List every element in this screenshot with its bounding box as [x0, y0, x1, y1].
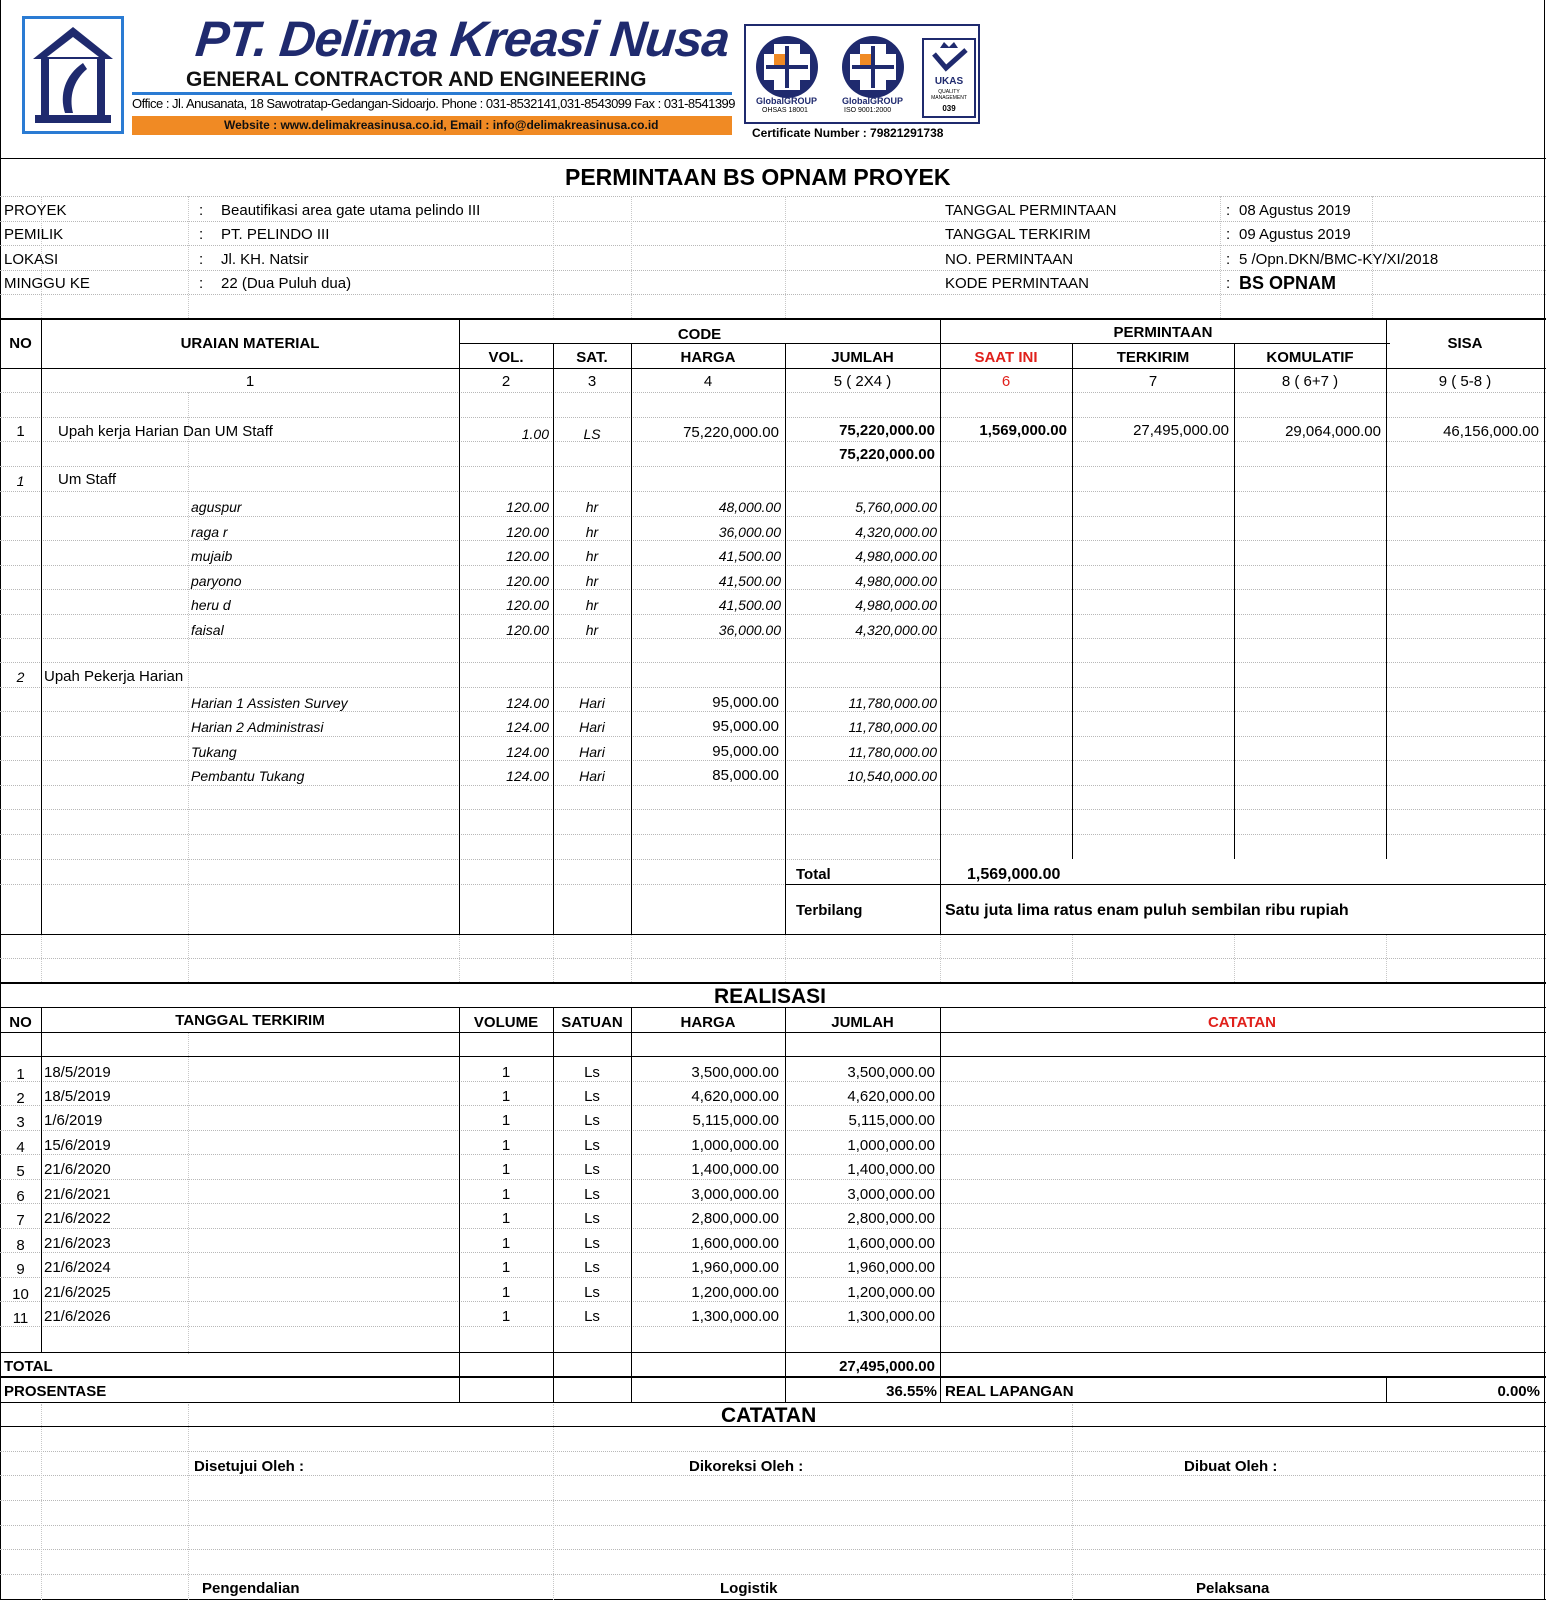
rh-catatan: CATATAN [1207, 1014, 1277, 1031]
info-label: LOKASI [4, 251, 59, 268]
ukas-number: 039 [942, 104, 956, 113]
item-vol: 120.00 [506, 597, 549, 613]
item-harga: 95,000.00 [712, 743, 779, 760]
r-tanggal: 21/6/2022 [44, 1210, 111, 1227]
item-vol: 124.00 [506, 768, 549, 784]
r-satuan: Ls [584, 1137, 600, 1154]
r-jumlah: 1,300,000.00 [847, 1308, 935, 1325]
signature-title: Disetujui Oleh : [194, 1458, 305, 1475]
r-volume: 1 [501, 1064, 511, 1081]
rh-satuan: SATUAN [561, 1014, 623, 1031]
r-tanggal: 1/6/2019 [44, 1112, 103, 1129]
header-code: CODE [677, 326, 722, 343]
main-name: Upah kerja Harian Dan UM Staff [58, 423, 273, 440]
item-sat: hr [585, 597, 599, 613]
ohsas-badge-icon [756, 36, 818, 98]
company-web: Website : www.delimakreasinusa.co.id, Email : info@delimakreasinusa.co.id [224, 118, 659, 132]
info-colon: : [1226, 251, 1231, 268]
col-index: 6 [1001, 373, 1011, 390]
group-name: Upah Pekerja Harian [44, 668, 184, 685]
realisasi-title: REALISASI [714, 985, 827, 1008]
item-jumlah: 11,780,000.00 [848, 744, 937, 760]
r-volume: 1 [501, 1284, 511, 1301]
r-volume: 1 [501, 1210, 511, 1227]
company-logo [22, 16, 124, 134]
r-tanggal: 21/6/2023 [44, 1235, 111, 1252]
item-jumlah: 11,780,000.00 [848, 695, 937, 711]
main-jumlah: 75,220,000.00 [839, 422, 935, 439]
info-colon: : [1226, 275, 1231, 292]
r-tanggal: 18/5/2019 [44, 1064, 111, 1081]
group-no: 2 [16, 669, 25, 685]
r-satuan: Ls [584, 1235, 600, 1252]
item-vol: 120.00 [506, 622, 549, 638]
r-jumlah: 3,000,000.00 [847, 1186, 935, 1203]
item-name: aguspur [191, 499, 242, 515]
item-sat: hr [585, 524, 599, 540]
r-jumlah: 2,800,000.00 [847, 1210, 935, 1227]
item-sat: Hari [579, 719, 605, 735]
item-jumlah: 5,760,000.00 [855, 499, 937, 515]
main-sisa: 46,156,000.00 [1443, 423, 1539, 440]
r-harga: 4,620,000.00 [691, 1088, 779, 1105]
main-harga: 75,220,000.00 [683, 424, 779, 441]
company-name: PT. Delima Kreasi Nusa [193, 11, 732, 67]
r-satuan: Ls [584, 1284, 600, 1301]
info-label: PEMILIK [4, 226, 64, 243]
item-sat: hr [585, 499, 599, 515]
rh-volume: VOLUME [473, 1014, 539, 1031]
signature-role: Pelaksana [1196, 1580, 1270, 1597]
item-harga: 95,000.00 [712, 718, 779, 735]
header-saat-ini: SAAT INI [974, 349, 1038, 366]
info-value: PT. PELINDO III [221, 226, 330, 243]
r-volume: 1 [501, 1235, 511, 1252]
rh-tanggal: TANGGAL TERKIRIM [175, 1012, 325, 1029]
r-no: 6 [16, 1188, 25, 1205]
item-name: faisal [191, 622, 224, 638]
terbilang-label: Terbilang [796, 902, 863, 919]
r-satuan: Ls [584, 1112, 600, 1129]
item-jumlah: 4,320,000.00 [855, 622, 937, 638]
r-tanggal: 21/6/2024 [44, 1259, 111, 1276]
item-sat: Hari [579, 695, 605, 711]
r-harga: 1,300,000.00 [691, 1308, 779, 1325]
item-jumlah: 4,980,000.00 [855, 548, 937, 564]
ukas-label: UKAS [934, 76, 964, 87]
item-jumlah: 4,980,000.00 [855, 597, 937, 613]
col-index: 9 ( 5-8 ) [1438, 373, 1492, 390]
r-jumlah: 4,620,000.00 [847, 1088, 935, 1105]
header-komulatif: KOMULATIF [1266, 349, 1354, 366]
header-terkirim: TERKIRIM [1116, 349, 1190, 366]
house-logo-icon [25, 19, 121, 131]
signature-role: Logistik [720, 1580, 778, 1597]
item-name: Pembantu Tukang [191, 768, 305, 784]
r-no: 8 [16, 1237, 25, 1254]
item-harga: 41,500.00 [718, 597, 781, 613]
real-lapangan-value: 0.00% [1497, 1383, 1540, 1400]
info-value: BS OPNAM [1239, 273, 1337, 293]
r-harga: 5,115,000.00 [692, 1112, 779, 1129]
prosentase-value: 36.55% [886, 1383, 937, 1400]
prosentase-label: PROSENTASE [4, 1383, 107, 1400]
tagline-underline [132, 92, 732, 95]
item-sat: hr [585, 622, 599, 638]
r-harga: 2,800,000.00 [691, 1210, 779, 1227]
r-tanggal: 21/6/2020 [44, 1161, 111, 1178]
main-vol: 1.00 [521, 426, 549, 442]
item-harga: 41,500.00 [718, 548, 781, 564]
main-sat: LS [583, 426, 601, 442]
page-title: PERMINTAAN BS OPNAM PROYEK [565, 164, 951, 190]
r-harga: 1,200,000.00 [691, 1284, 779, 1301]
header-sat: SAT. [576, 349, 608, 366]
item-jumlah: 11,780,000.00 [848, 719, 937, 735]
r-harga: 1,960,000.00 [691, 1259, 779, 1276]
badge1-label: GlobalGROUP [756, 96, 818, 106]
r-no: 4 [16, 1139, 25, 1156]
r-no: 1 [16, 1066, 25, 1083]
signature-title: Dibuat Oleh : [1184, 1458, 1278, 1475]
r-no: 7 [16, 1212, 25, 1229]
r-no: 5 [16, 1163, 25, 1180]
item-harga: 95,000.00 [712, 694, 779, 711]
group-no: 1 [16, 473, 25, 489]
r-no: 11 [12, 1310, 29, 1327]
item-name: heru d [191, 597, 231, 613]
r-volume: 1 [501, 1161, 511, 1178]
item-jumlah: 10,540,000.00 [847, 768, 937, 784]
company-office: Office : Jl. Anusanata, 18 Sawotratap-Gedangan-Sidoarjo. Phone : 031-8532141,031-8543099 Fax : 031-8541399 [132, 96, 736, 111]
item-harga: 85,000.00 [712, 767, 779, 784]
item-name: mujaib [191, 548, 233, 564]
col-index: 8 ( 6+7 ) [1281, 373, 1339, 390]
header-jumlah: JUMLAH [831, 349, 894, 366]
badge2-label: GlobalGROUP [842, 96, 904, 106]
total-value: 1,569,000.00 [967, 866, 1061, 883]
main-no: 1 [16, 423, 25, 440]
item-vol: 120.00 [506, 499, 549, 515]
main-subtotal: 75,220,000.00 [839, 446, 935, 463]
col-index: 7 [1148, 373, 1158, 390]
item-vol: 124.00 [506, 719, 549, 735]
r-tanggal: 21/6/2021 [44, 1186, 111, 1203]
r-satuan: Ls [584, 1064, 600, 1081]
info-value: 5 /Opn.DKN/BMC-KY/XI/2018 [1239, 251, 1439, 268]
info-value: 22 (Dua Puluh dua) [221, 275, 352, 292]
item-vol: 120.00 [506, 548, 549, 564]
r-jumlah: 1,200,000.00 [847, 1284, 935, 1301]
item-name: raga r [191, 524, 228, 540]
rh-no: NO [9, 1014, 32, 1031]
info-value: Beautifikasi area gate utama pelindo III [221, 202, 481, 219]
group-name: Um Staff [58, 471, 117, 488]
item-harga: 36,000.00 [718, 622, 781, 638]
info-value: Jl. KH. Natsir [221, 251, 309, 268]
item-name: paryono [191, 573, 242, 589]
info-label: KODE PERMINTAAN [945, 275, 1089, 292]
info-colon: : [1226, 226, 1231, 243]
item-name: Harian 1 Assisten Survey [191, 695, 348, 711]
r-no: 3 [16, 1114, 25, 1131]
r-harga: 3,500,000.00 [691, 1064, 779, 1081]
r-tanggal: 18/5/2019 [44, 1088, 111, 1105]
header-vol: VOL. [488, 349, 524, 366]
col-index: 4 [703, 373, 713, 390]
item-harga: 36,000.00 [718, 524, 781, 540]
info-colon: : [199, 226, 204, 243]
r-satuan: Ls [584, 1088, 600, 1105]
info-colon: : [199, 202, 204, 219]
item-harga: 48,000.00 [718, 499, 781, 515]
r-no: 2 [16, 1090, 25, 1107]
r-satuan: Ls [584, 1210, 600, 1227]
item-harga: 41,500.00 [718, 573, 781, 589]
real-lapangan-label: REAL LAPANGAN [945, 1383, 1074, 1400]
r-satuan: Ls [584, 1186, 600, 1203]
signature-role: Pengendalian [202, 1580, 300, 1597]
info-colon: : [199, 275, 204, 292]
info-colon: : [199, 251, 204, 268]
item-jumlah: 4,980,000.00 [855, 573, 937, 589]
terbilang-value: Satu juta lima ratus enam puluh sembilan ribu rupiah [945, 902, 1349, 919]
r-jumlah: 1,000,000.00 [847, 1137, 935, 1154]
info-label: TANGGAL PERMINTAAN [945, 202, 1117, 219]
item-sat: hr [585, 573, 599, 589]
r-jumlah: 5,115,000.00 [848, 1112, 935, 1129]
item-sat: hr [585, 548, 599, 564]
badge2-standard: ISO 9001:2000 [844, 107, 892, 114]
r-tanggal: 21/6/2025 [44, 1284, 111, 1301]
r-volume: 1 [501, 1308, 511, 1325]
ukas-crown-check-icon [924, 40, 974, 74]
total-label: TOTAL [4, 1358, 53, 1375]
total-label: Total [796, 866, 831, 883]
item-vol: 124.00 [506, 695, 549, 711]
header-harga: HARGA [680, 349, 736, 366]
header-uraian: URAIAN MATERIAL [180, 335, 320, 352]
r-jumlah: 1,400,000.00 [847, 1161, 935, 1178]
info-label: PROYEK [4, 202, 67, 219]
iso-badge-icon [842, 36, 904, 98]
signature-title: Dikoreksi Oleh : [689, 1458, 804, 1475]
r-tanggal: 15/6/2019 [44, 1137, 111, 1154]
r-satuan: Ls [584, 1308, 600, 1325]
ukas-sub: QUALITY MANAGEMENT [931, 89, 967, 101]
badge1-standard: OHSAS 18001 [762, 107, 808, 114]
r-harga: 3,000,000.00 [691, 1186, 779, 1203]
item-name: Tukang [191, 744, 237, 760]
r-volume: 1 [501, 1137, 511, 1154]
r-tanggal: 21/6/2026 [44, 1308, 111, 1325]
r-no: 9 [16, 1261, 25, 1278]
r-harga: 1,000,000.00 [691, 1137, 779, 1154]
col-index: 5 ( 2X4 ) [833, 373, 892, 390]
main-saat-ini: 1,569,000.00 [979, 422, 1067, 439]
item-sat: Hari [579, 768, 605, 784]
header-permintaan: PERMINTAAN [1113, 324, 1213, 341]
catatan-title: CATATAN [721, 1404, 817, 1427]
ukas-badge [922, 38, 976, 118]
r-harga: 1,600,000.00 [691, 1235, 779, 1252]
r-jumlah: 1,960,000.00 [847, 1259, 935, 1276]
header-no: NO [9, 335, 32, 352]
header-sisa: SISA [1447, 335, 1483, 352]
r-satuan: Ls [584, 1259, 600, 1276]
r-volume: 1 [501, 1088, 511, 1105]
item-name: Harian 2 Administrasi [191, 719, 324, 735]
info-value: 09 Agustus 2019 [1239, 226, 1351, 243]
r-no: 10 [12, 1286, 29, 1303]
col-index: 1 [245, 373, 255, 390]
info-label: TANGGAL TERKIRIM [945, 226, 1091, 243]
item-vol: 120.00 [506, 573, 549, 589]
company-tagline: GENERAL CONTRACTOR AND ENGINEERING [186, 68, 647, 91]
col-index: 2 [501, 373, 511, 390]
main-terkirim: 27,495,000.00 [1133, 422, 1229, 439]
certificate-number: Certificate Number : 79821291738 [752, 126, 944, 140]
item-vol: 124.00 [506, 744, 549, 760]
r-volume: 1 [501, 1259, 511, 1276]
r-satuan: Ls [584, 1161, 600, 1178]
item-jumlah: 4,320,000.00 [855, 524, 937, 540]
item-sat: Hari [579, 744, 605, 760]
col-index: 3 [587, 373, 597, 390]
r-jumlah: 1,600,000.00 [847, 1235, 935, 1252]
info-label: MINGGU KE [4, 275, 90, 292]
total-value: 27,495,000.00 [839, 1358, 935, 1375]
item-vol: 120.00 [506, 524, 549, 540]
info-label: NO. PERMINTAAN [945, 251, 1074, 268]
info-value: 08 Agustus 2019 [1239, 202, 1351, 219]
main-komulatif: 29,064,000.00 [1285, 423, 1381, 440]
r-volume: 1 [501, 1186, 511, 1203]
r-volume: 1 [501, 1112, 511, 1129]
r-jumlah: 3,500,000.00 [847, 1064, 935, 1081]
info-colon: : [1226, 202, 1231, 219]
rh-jumlah: JUMLAH [831, 1014, 894, 1031]
rh-harga: HARGA [680, 1014, 736, 1031]
r-harga: 1,400,000.00 [691, 1161, 779, 1178]
